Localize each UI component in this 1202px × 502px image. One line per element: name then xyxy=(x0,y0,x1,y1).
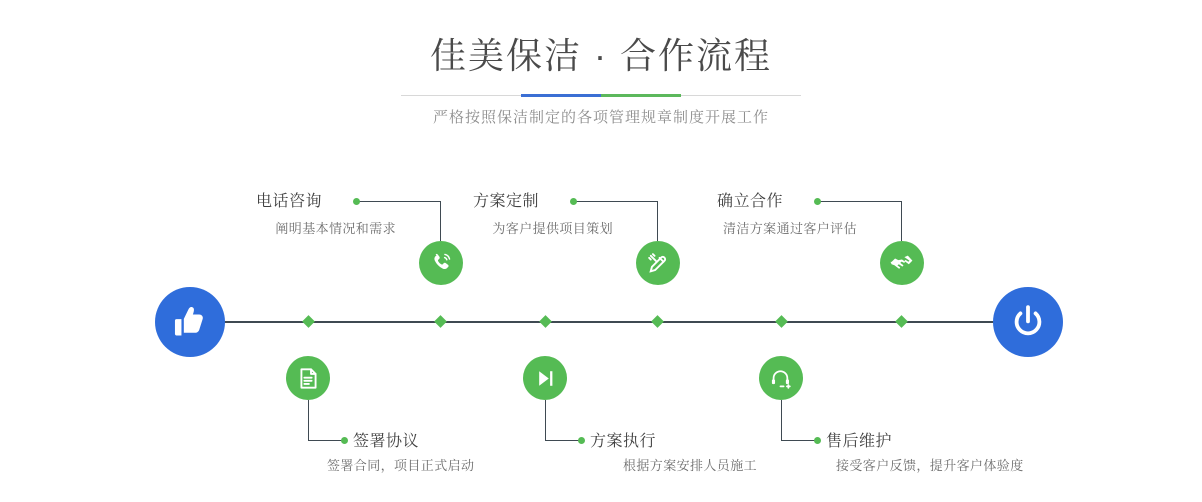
connector-step-2-vertical xyxy=(308,400,309,440)
timeline-node-step-1[interactable] xyxy=(419,241,463,285)
connector-dot-step-3 xyxy=(570,198,577,205)
connector-step-3-vertical xyxy=(657,201,658,241)
timeline-end-marker xyxy=(993,287,1063,357)
connector-step-4-vertical xyxy=(545,400,546,440)
page-title: 佳美保洁 · 合作流程 xyxy=(430,35,772,76)
step-4-desc: 根据方案安排人员施工 xyxy=(623,458,758,473)
axis-marker-step-1 xyxy=(434,315,447,328)
step-1-desc: 阐明基本情况和需求 xyxy=(275,221,396,236)
connector-step-6-horizontal xyxy=(781,440,816,441)
page-subtitle: 严格按照保洁制定的各项管理规章制度开展工作 xyxy=(432,109,769,126)
connector-dot-step-2 xyxy=(341,437,348,444)
step-3-title: 方案定制 xyxy=(472,193,539,210)
connector-dot-step-1 xyxy=(353,198,360,205)
connector-step-2-horizontal xyxy=(308,440,343,441)
step-1-title: 电话咨询 xyxy=(255,193,322,210)
timeline-node-step-2[interactable] xyxy=(286,356,330,400)
thumbs-up-icon xyxy=(171,303,209,341)
headset-support-icon xyxy=(769,366,794,391)
document-edit-icon xyxy=(296,366,321,391)
connector-dot-step-6 xyxy=(814,437,821,444)
connector-dot-step-5 xyxy=(814,198,821,205)
connector-step-5-vertical xyxy=(901,201,902,241)
step-3-desc: 为客户提供项目策划 xyxy=(492,221,613,236)
pen-ruler-icon xyxy=(646,251,671,276)
connector-step-1-horizontal xyxy=(357,201,440,202)
connector-step-4-horizontal xyxy=(545,440,580,441)
step-2-desc: 签署合同，项目正式启动 xyxy=(327,458,475,473)
axis-marker-step-4 xyxy=(539,315,552,328)
connector-dot-step-4 xyxy=(578,437,585,444)
step-2-title: 签署协议 xyxy=(353,433,420,450)
connector-step-6-vertical xyxy=(781,400,782,440)
connector-step-3-horizontal xyxy=(574,201,657,202)
title-divider-accent-green xyxy=(601,94,681,97)
handshake-icon xyxy=(889,250,915,276)
connector-step-5-horizontal xyxy=(818,201,901,202)
timeline-node-step-4[interactable] xyxy=(523,356,567,400)
connector-step-1-vertical xyxy=(440,201,441,241)
timeline-node-step-6[interactable] xyxy=(759,356,803,400)
axis-marker-step-5 xyxy=(895,315,908,328)
step-5-title: 确立合作 xyxy=(716,193,783,210)
play-next-icon xyxy=(534,367,557,390)
step-4-title: 方案执行 xyxy=(590,433,657,450)
step-6-desc: 接受客户反馈，提升客户体验度 xyxy=(836,458,1024,473)
timeline-node-step-5[interactable] xyxy=(880,241,924,285)
axis-marker-step-6 xyxy=(775,315,788,328)
timeline-start-marker xyxy=(155,287,225,357)
axis-marker-step-2 xyxy=(302,315,315,328)
step-5-desc: 清洁方案通过客户评估 xyxy=(722,221,857,236)
power-icon xyxy=(1009,303,1047,341)
step-6-title: 售后维护 xyxy=(826,433,893,450)
title-divider-accent-blue xyxy=(521,94,601,97)
timeline-node-step-3[interactable] xyxy=(636,241,680,285)
axis-marker-step-3 xyxy=(651,315,664,328)
phone-ring-icon xyxy=(429,251,454,276)
